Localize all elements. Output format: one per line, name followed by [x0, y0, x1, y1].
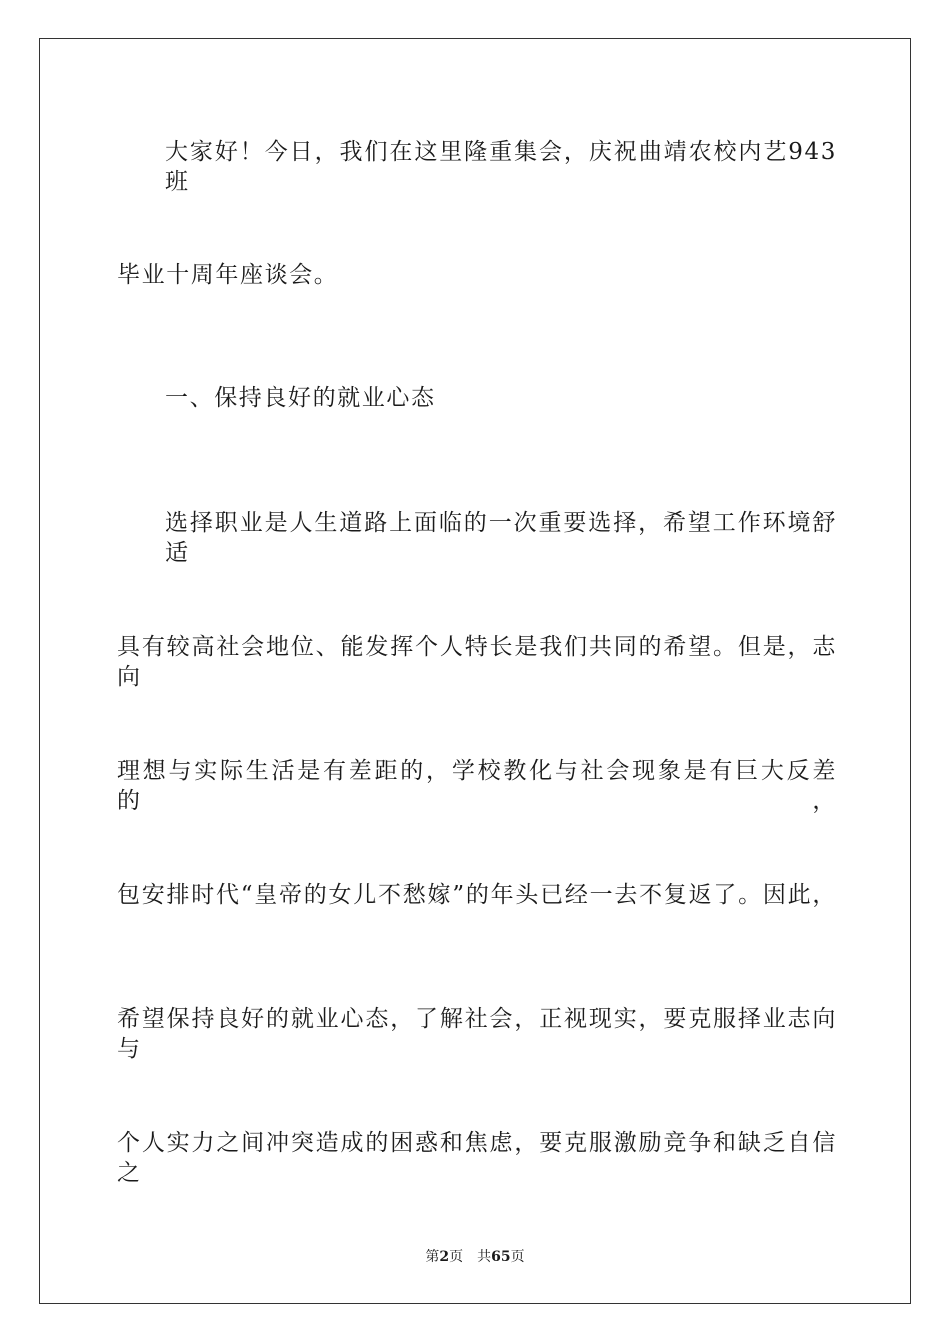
- paragraph-line-2: 毕业十周年座谈会。: [117, 262, 339, 288]
- total-suffix: 页: [510, 1249, 525, 1265]
- paragraph-line-6: 包安排时代“皇帝的女儿不愁嫁”的年头已经一去不复返了。因此，: [117, 882, 837, 908]
- paragraph-line-7: 希望保持良好的就业心态，了解社会，正视现实，要克服择业志向与: [117, 1006, 837, 1062]
- paragraph-line-3: 选择职业是人生道路上面临的一次重要选择，希望工作环境舒适: [165, 510, 837, 566]
- total-pages: 65: [491, 1249, 511, 1265]
- paragraph-line-4: 具有较高社会地位、能发挥个人特长是我们共同的希望。但是，志向: [117, 634, 837, 690]
- section-heading: 一、保持良好的就业心态: [165, 385, 436, 411]
- paragraph-line-1: 大家好！今日，我们在这里隆重集会，庆祝曲靖农校内艺943班: [165, 139, 837, 195]
- page-suffix: 页: [449, 1249, 464, 1265]
- paragraph-line-8: 个人实力之间冲突造成的困惑和焦虑，要克服激励竞争和缺乏自信之: [117, 1130, 837, 1186]
- page-prefix: 第: [425, 1249, 440, 1265]
- page-footer: [0, 1248, 950, 1266]
- total-prefix: 共: [477, 1249, 492, 1265]
- paragraph-line-5: 理想与实际生活是有差距的，学校教化与社会现象是有巨大反差的，: [117, 758, 837, 814]
- page-number: 2: [439, 1249, 450, 1265]
